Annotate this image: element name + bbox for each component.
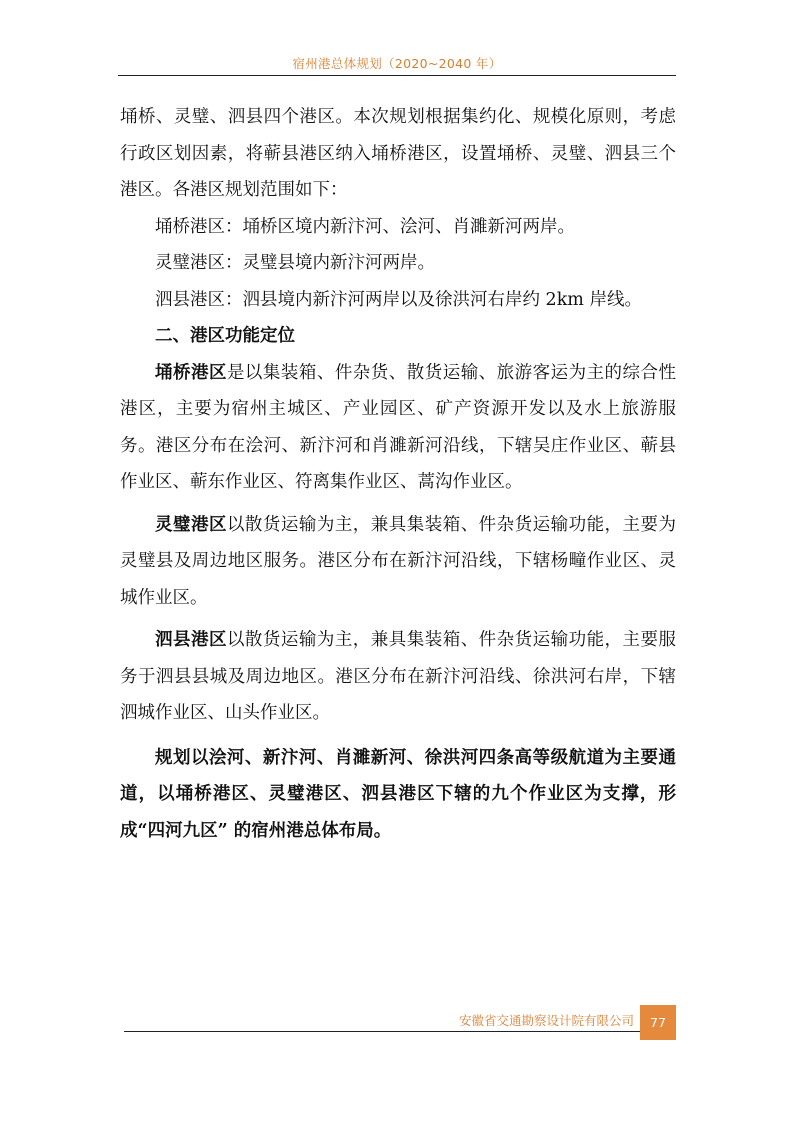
range-label: 灵璧港区： [155, 253, 243, 273]
port-area-description: 以散货运输为主，兼具集装箱、件杂货运输功能，主要为灵璧县及周边地区服务。港区分布在新汴河沿线，下辖杨疃作业区、灵城作业区。 [120, 514, 677, 608]
range-text: 灵璧县境内新汴河两岸。 [242, 253, 435, 273]
page-number-badge [640, 1005, 676, 1040]
port-area-name: 埇桥港区 [155, 362, 227, 383]
range-item-sixian [120, 282, 676, 319]
running-header-title: 宿州港总体规划（2020~2040 年） [292, 56, 502, 71]
summary-paragraph: 规划以浍河、新汴河、肖濉新河、徐洪河四条高等级航道为主要通道，以埇桥港区、灵璧港区、泗县港区下辖的九个作业区为支撑，形成“四河九区” 的宿州港总体布局。 [120, 747, 676, 841]
function-paragraph-yongqiao [120, 355, 676, 501]
section-heading: 二、港区功能定位 [155, 326, 295, 346]
range-item-lingbi [120, 245, 676, 282]
intro-paragraph: 埇桥、灵璧、泗县四个港区。本次规划根据集约化、规模化原则，考虑行政区划因素，将蕲县港区纳入埇桥港区，设置埇桥、灵璧、泗县三个港区。各港区规划范围如下： [120, 107, 676, 200]
range-label: 泗县港区： [155, 289, 243, 310]
range-text: 泗县境内新汴河两岸以及徐洪河右岸约 2km 岸线。 [242, 289, 642, 310]
page-number: 77 [650, 1015, 666, 1030]
page-body [120, 99, 676, 849]
range-label: 埇桥港区： [155, 216, 243, 237]
range-item-yongqiao [120, 209, 676, 246]
header-divider [118, 75, 676, 76]
port-area-description: 是以集装箱、件杂货、散货运输、旅游客运为主的综合性港区，主要为宿州主城区、产业园区、矿产资源开发以及水上旅游服务。港区分布在浍河、新汴河和肖濉新河沿线，下辖吴庄作业区、蕲县作业区、蕲东作业区、符离集作业区、蒿沟作业区。 [120, 362, 677, 492]
function-paragraph-lingbi [120, 507, 676, 617]
footer-company-name: 安徽省交通勘察设计院有限公司 [458, 1013, 634, 1028]
port-area-description: 以散货运输为主，兼具集装箱、件杂货运输功能，主要服务于泗县县城及周边地区。港区分布在新汴河沿线、徐洪河右岸，下辖泗城作业区、山头作业区。 [120, 630, 677, 723]
function-paragraph-sixian [120, 622, 676, 732]
footer-divider [124, 1031, 640, 1032]
port-area-name: 灵璧港区 [155, 514, 227, 535]
port-area-name: 泗县港区 [155, 630, 227, 650]
range-text: 埇桥区境内新汴河、浍河、肖濉新河两岸。 [242, 216, 575, 237]
